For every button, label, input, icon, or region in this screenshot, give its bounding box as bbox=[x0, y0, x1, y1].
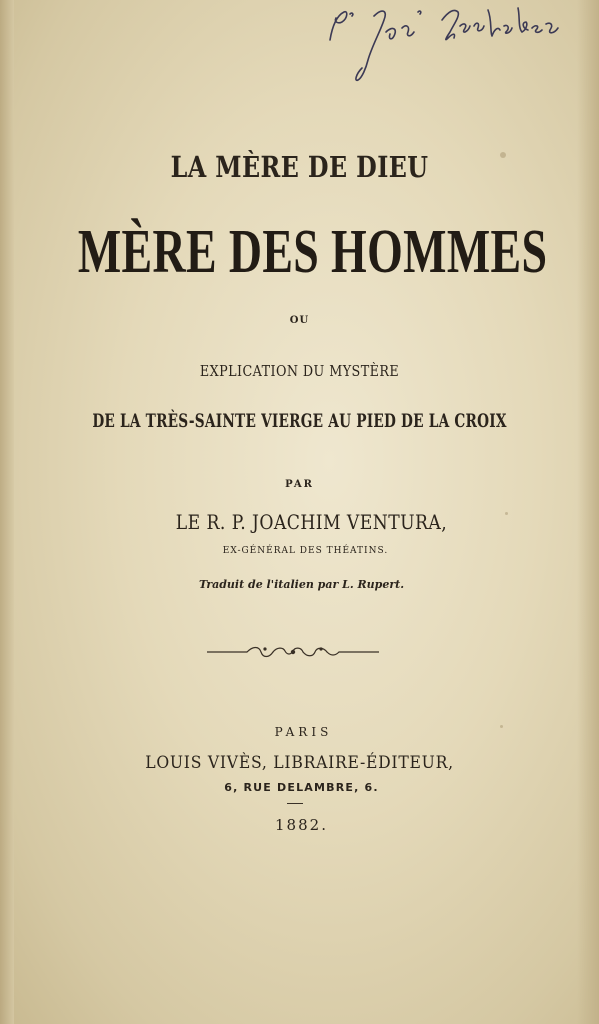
author-title: EX-GÉNÉRAL DES THÉATINS. bbox=[222, 546, 389, 556]
foxing-spot bbox=[505, 512, 508, 515]
conjunction: OU bbox=[289, 315, 310, 326]
title-line-2: MÈRE DES HOMMES bbox=[77, 218, 548, 286]
foxing-spot bbox=[500, 152, 506, 158]
imprint-publisher: LOUIS VIVÈS, LIBRAIRE-ÉDITEUR, bbox=[145, 753, 454, 773]
imprint-address: 6, RUE DELAMBRE, 6. bbox=[224, 781, 379, 794]
ornament-divider bbox=[207, 643, 379, 661]
imprint-rule bbox=[287, 803, 303, 804]
by-label: PAR bbox=[285, 479, 314, 490]
author-name: LE R. P. JOACHIM VENTURA, bbox=[175, 510, 448, 534]
handwritten-inscription bbox=[322, 2, 572, 82]
imprint-year: 1882. bbox=[275, 816, 328, 834]
subtitle-line-2: DE LA TRÈS-SAINTE VIERGE AU PIED DE LA CROIX bbox=[92, 410, 507, 432]
foxing-spot bbox=[500, 725, 503, 728]
subtitle-line-1: EXPLICATION DU MYSTÈRE bbox=[199, 362, 400, 380]
translator-credit: Traduit de l'italien par L. Rupert. bbox=[198, 578, 405, 591]
imprint-city: PARIS bbox=[274, 725, 333, 739]
title-line-1: LA MÈRE DE DIEU bbox=[170, 150, 429, 184]
